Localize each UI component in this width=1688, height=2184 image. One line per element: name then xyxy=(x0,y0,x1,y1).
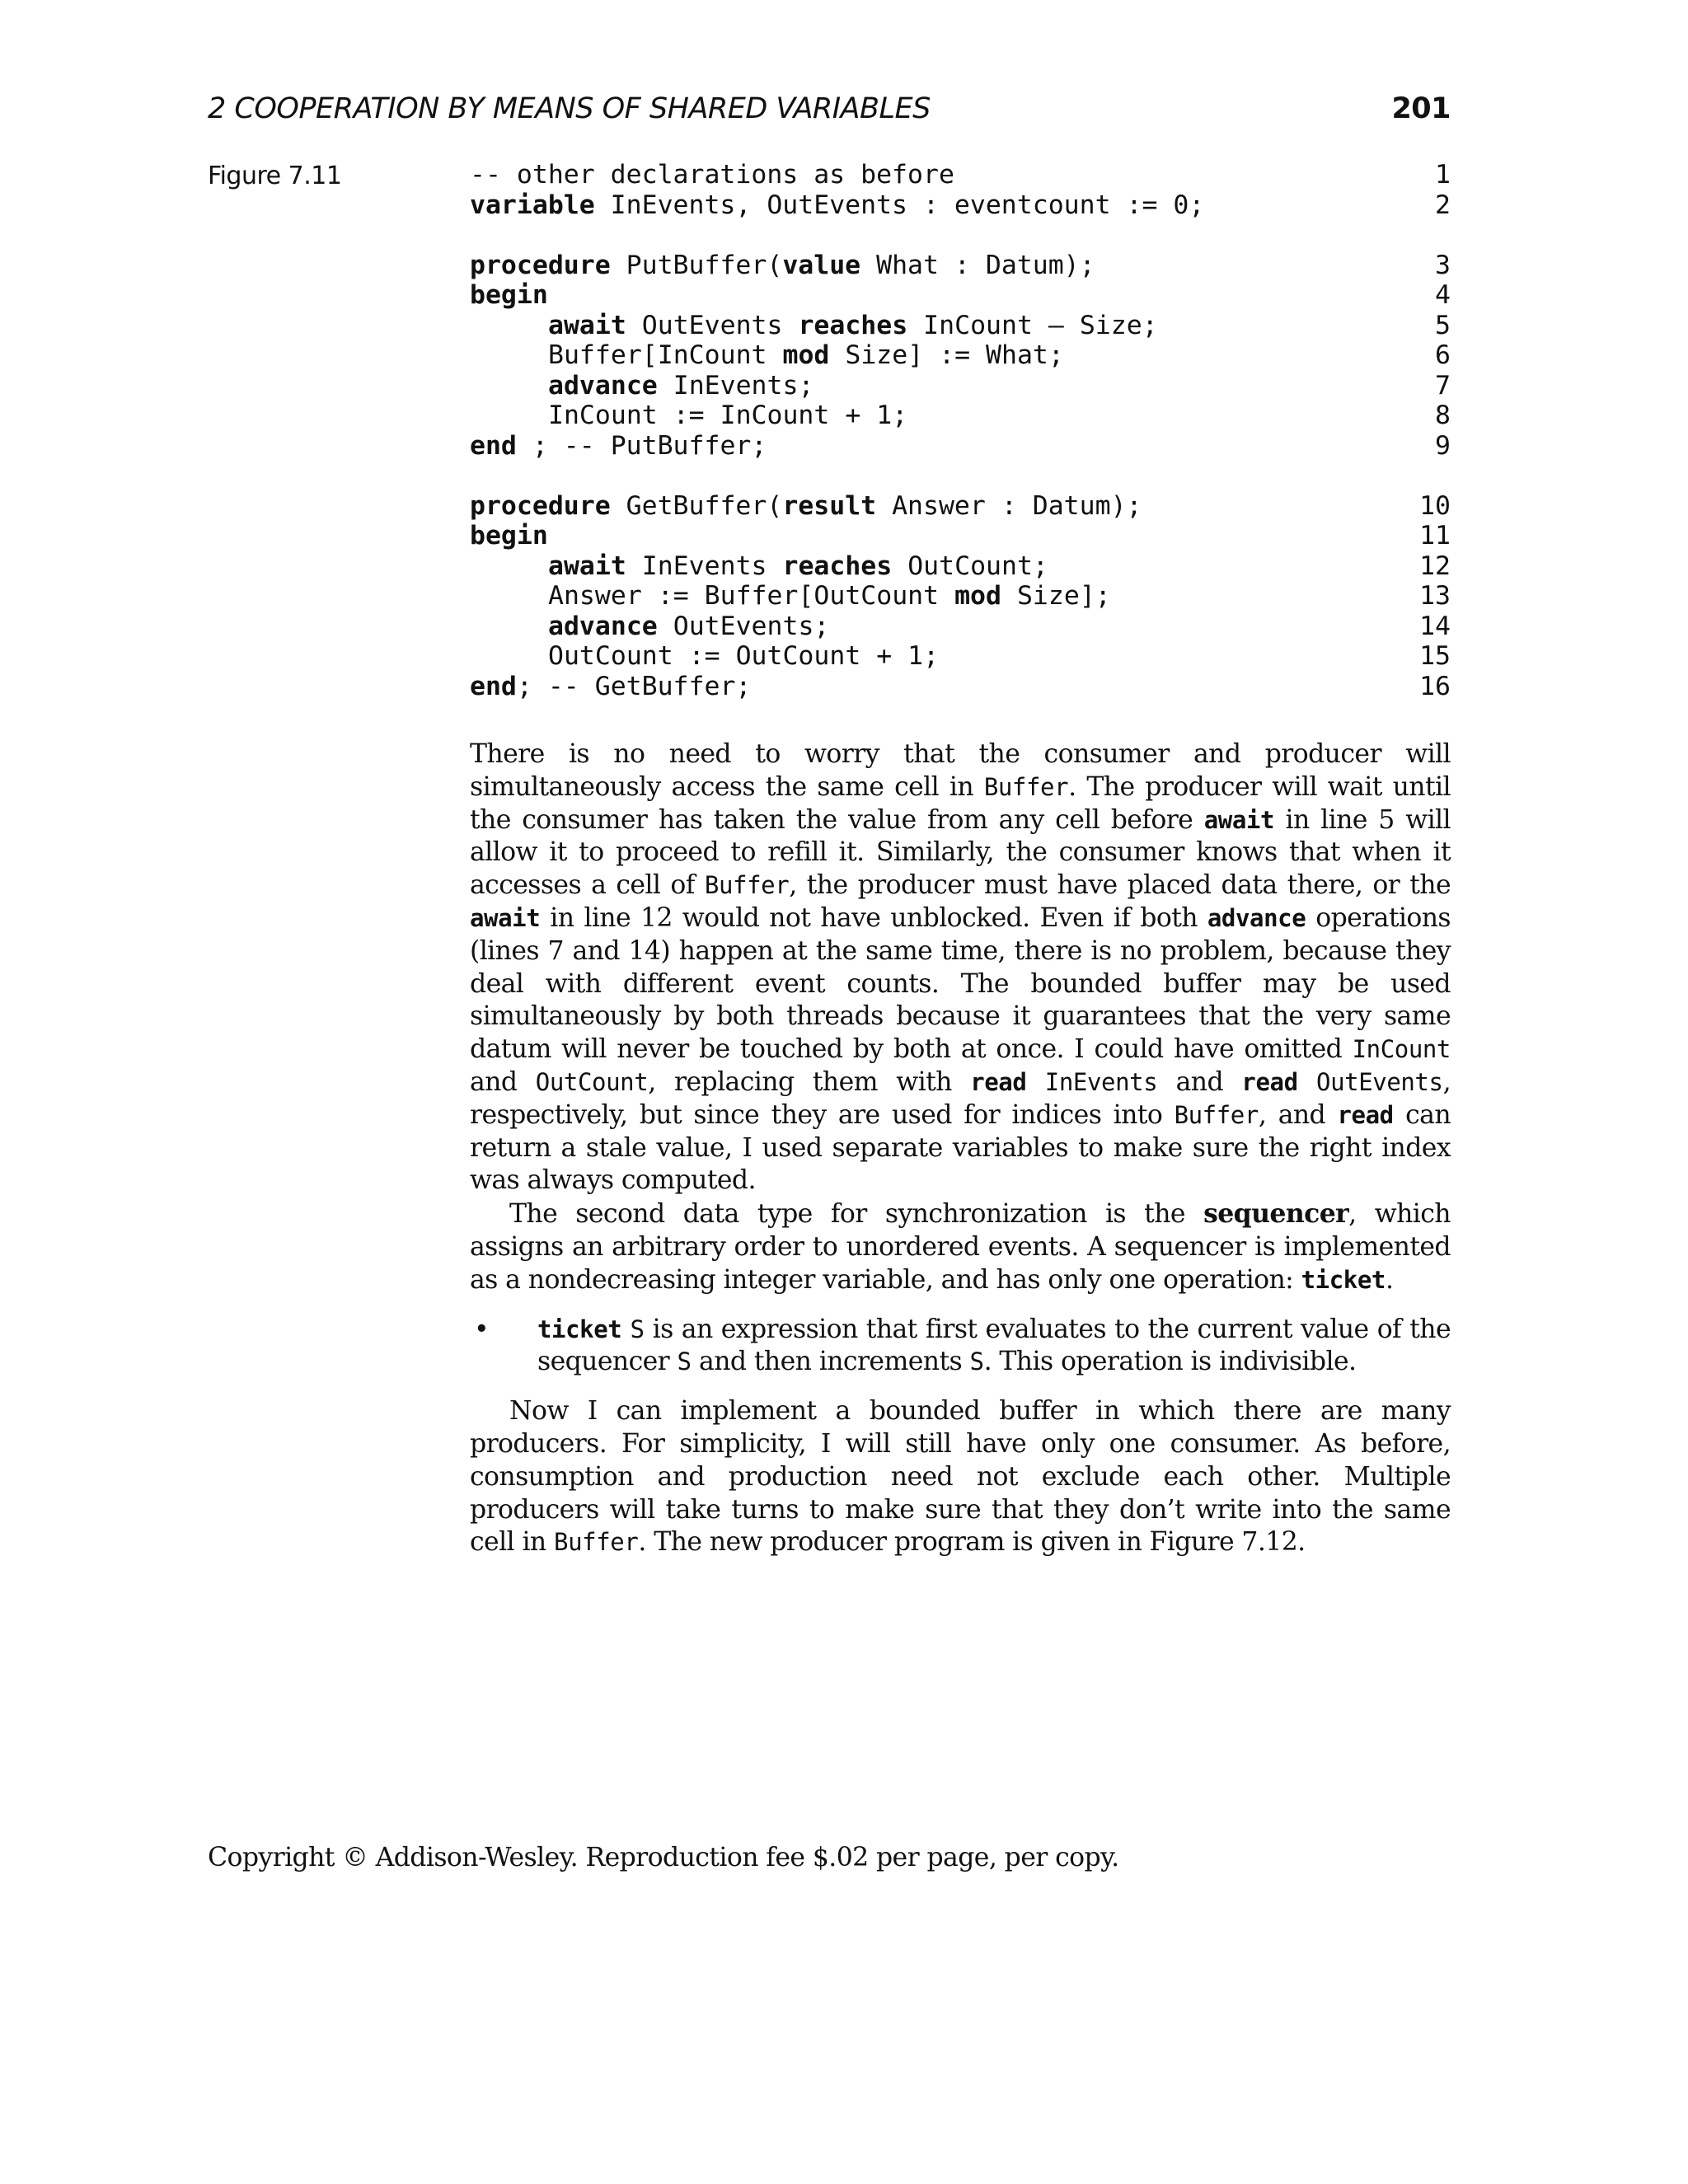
code-term: Buffer xyxy=(983,772,1069,801)
code-text xyxy=(470,491,1142,522)
code-fragment: InEvents, OutEvents : eventcount := 0; xyxy=(594,190,1205,220)
code-text xyxy=(548,401,907,431)
code-line xyxy=(470,251,1451,281)
line-number: 5 xyxy=(1435,310,1451,340)
code-keyword: await xyxy=(1203,805,1275,834)
code-text xyxy=(548,551,1048,582)
code-fragment: Buffer[InCount xyxy=(548,340,783,370)
code-text xyxy=(470,190,1204,221)
line-number: 13 xyxy=(1419,581,1451,611)
code-term: S xyxy=(630,1315,645,1343)
code-line xyxy=(470,491,1451,522)
code-keyword: reaches xyxy=(798,310,908,340)
code-keyword: await xyxy=(548,310,626,340)
code-keyword: result xyxy=(782,490,877,521)
code-keyword: end xyxy=(470,430,517,461)
bullet-text: ticket S is an expression that first evaluates to the current value of the sequencer S and then increments S. This operation is indivisible. xyxy=(537,1314,1451,1377)
paragraph: There is no need to worry that the consumer and producer will simultaneously access the same cell in Buffer. The producer will wait until the consumer has taken the value from any cell before await in line 5 will allow it to proceed to refill it. Similarly, the consumer knows that when it accesses a cell of Buffer, the producer must have placed data there, or the await in line 12 would not have unblocked. Even if both advance operations (lines 7 and 14) happen at the same time, there is no problem, because they deal with different event counts. The bounded buffer may be used simultaneously by both threads because it guarantees that the very same datum will never be touched by both at once. I could have omitted InCount and OutCount, replacing them with read InEvents and read OutEvents, respectively, but since they are used for indices into Buffer, and read can return a stale value, I used separate variables to make sure the right index was always computed. xyxy=(470,739,1451,1196)
code-line xyxy=(470,672,1451,702)
code-line xyxy=(470,641,1451,672)
line-number: 11 xyxy=(1419,521,1451,551)
code-fragment: InEvents xyxy=(626,551,783,581)
body-text xyxy=(470,738,1451,1559)
chapter-title: 2 COOPERATION BY MEANS OF SHARED VARIABLES xyxy=(208,92,931,125)
code-keyword: read xyxy=(1241,1067,1298,1096)
code-text xyxy=(470,251,1095,281)
line-number: 1 xyxy=(1435,160,1451,190)
defined-term: sequencer xyxy=(1203,1198,1349,1230)
line-number: 2 xyxy=(1435,190,1451,220)
code-term: Buffer xyxy=(704,871,790,900)
code-keyword: await xyxy=(470,903,541,932)
code-fragment: OutCount := OutCount + 1; xyxy=(548,641,940,671)
code-text xyxy=(470,160,954,190)
code-line xyxy=(470,521,1451,551)
code-keyword: value xyxy=(782,250,861,280)
code-fragment: Answer := Buffer[OutCount xyxy=(548,581,955,611)
figure-label: Figure 7.11 xyxy=(208,162,342,190)
code-keyword: read xyxy=(1337,1100,1394,1129)
code-line xyxy=(470,401,1451,431)
code-text xyxy=(470,280,548,311)
code-fragment: What : Datum); xyxy=(860,250,1095,280)
code-line xyxy=(470,190,1451,221)
line-number: 14 xyxy=(1419,611,1451,641)
code-fragment: Size] := What; xyxy=(829,340,1064,370)
line-number: 3 xyxy=(1435,250,1451,280)
code-keyword: ticket xyxy=(1301,1265,1386,1294)
code-term: InEvents xyxy=(1044,1067,1158,1096)
code-fragment: ; -- PutBuffer; xyxy=(516,430,767,461)
line-number: 7 xyxy=(1435,370,1451,401)
line-number: 9 xyxy=(1435,430,1451,461)
code-keyword: advance xyxy=(1207,903,1306,932)
code-keyword: variable xyxy=(470,190,595,220)
code-term: OutCount xyxy=(535,1067,649,1096)
code-term: S xyxy=(677,1347,692,1376)
code-fragment: -- other declarations as before xyxy=(470,160,954,190)
code-text xyxy=(470,431,767,462)
code-line xyxy=(470,612,1451,642)
code-fragment: OutCount; xyxy=(892,551,1048,581)
line-number: 10 xyxy=(1419,490,1451,521)
code-keyword: await xyxy=(548,551,626,581)
code-keyword: mod xyxy=(782,340,830,370)
running-head xyxy=(208,92,1451,135)
code-fragment: InCount := InCount + 1; xyxy=(548,401,908,430)
code-fragment: OutEvents; xyxy=(657,611,830,641)
code-keyword: begin xyxy=(470,280,548,310)
code-keyword: begin xyxy=(470,521,548,551)
code-fragment: ; -- GetBuffer; xyxy=(516,671,752,701)
code-line xyxy=(470,431,1451,462)
code-keyword: advance xyxy=(548,611,658,641)
line-number: 15 xyxy=(1419,641,1451,671)
code-text xyxy=(548,612,829,642)
code-line xyxy=(470,551,1451,582)
code-keyword: end xyxy=(470,671,517,701)
line-number: 8 xyxy=(1435,401,1451,430)
code-keyword: reaches xyxy=(782,551,893,581)
code-keyword: ticket xyxy=(537,1315,622,1343)
code-text xyxy=(548,581,1111,612)
code-line xyxy=(470,160,1451,190)
code-line xyxy=(470,311,1451,341)
line-number: 6 xyxy=(1435,340,1451,370)
page-number: 201 xyxy=(1391,92,1451,125)
code-text xyxy=(470,521,548,551)
code-keyword: procedure xyxy=(470,490,611,521)
code-listing xyxy=(470,160,1451,701)
code-keyword: mod xyxy=(954,581,1001,611)
code-line xyxy=(470,581,1451,612)
code-line xyxy=(470,280,1451,311)
code-term: OutEvents xyxy=(1316,1067,1443,1096)
paragraph: Now I can implement a bounded buffer in which there are many producers. For simplicity, I will still have only one consumer. As before, consumption and production need not exclude each other. Multiple producers will take turns to make sure that they don’t write into the same cell in Buffer. The new producer program is given in Figure 7.12. xyxy=(470,1396,1451,1558)
code-term: Buffer xyxy=(1174,1100,1259,1129)
code-fragment: OutEvents xyxy=(626,310,799,340)
copyright-footer: Copyright © Addison-Wesley. Reproduction fee $.02 per page, per copy. xyxy=(208,1843,1119,1872)
line-number: 16 xyxy=(1419,671,1451,701)
code-text xyxy=(548,311,1158,341)
code-text xyxy=(548,340,1064,371)
code-text xyxy=(548,371,814,401)
code-term: InCount xyxy=(1352,1035,1451,1064)
bullet-item xyxy=(470,1314,1451,1380)
line-number: 12 xyxy=(1419,551,1451,581)
code-fragment: PutBuffer( xyxy=(610,250,783,280)
bullet-mark: • xyxy=(474,1314,489,1344)
code-line xyxy=(470,340,1451,371)
code-text xyxy=(548,641,939,672)
line-number: 4 xyxy=(1435,280,1451,310)
code-term: S xyxy=(969,1347,984,1376)
code-line xyxy=(470,371,1451,401)
code-fragment: InCount – Size; xyxy=(907,310,1158,340)
code-fragment: Answer : Datum); xyxy=(876,490,1142,521)
code-keyword: read xyxy=(970,1067,1027,1096)
code-keyword: advance xyxy=(548,370,658,401)
code-fragment: GetBuffer( xyxy=(610,490,783,521)
code-term: Buffer xyxy=(554,1528,639,1557)
paragraph: The second data type for synchronization is the sequencer, which assigns an arbitrary order to unordered events. A sequencer is implemented as a nondecreasing integer variable, and has only one operation: ticket. xyxy=(470,1198,1451,1295)
code-fragment: InEvents; xyxy=(657,370,814,401)
code-keyword: procedure xyxy=(470,250,611,280)
code-fragment: Size]; xyxy=(1001,581,1111,611)
code-text xyxy=(470,672,751,702)
